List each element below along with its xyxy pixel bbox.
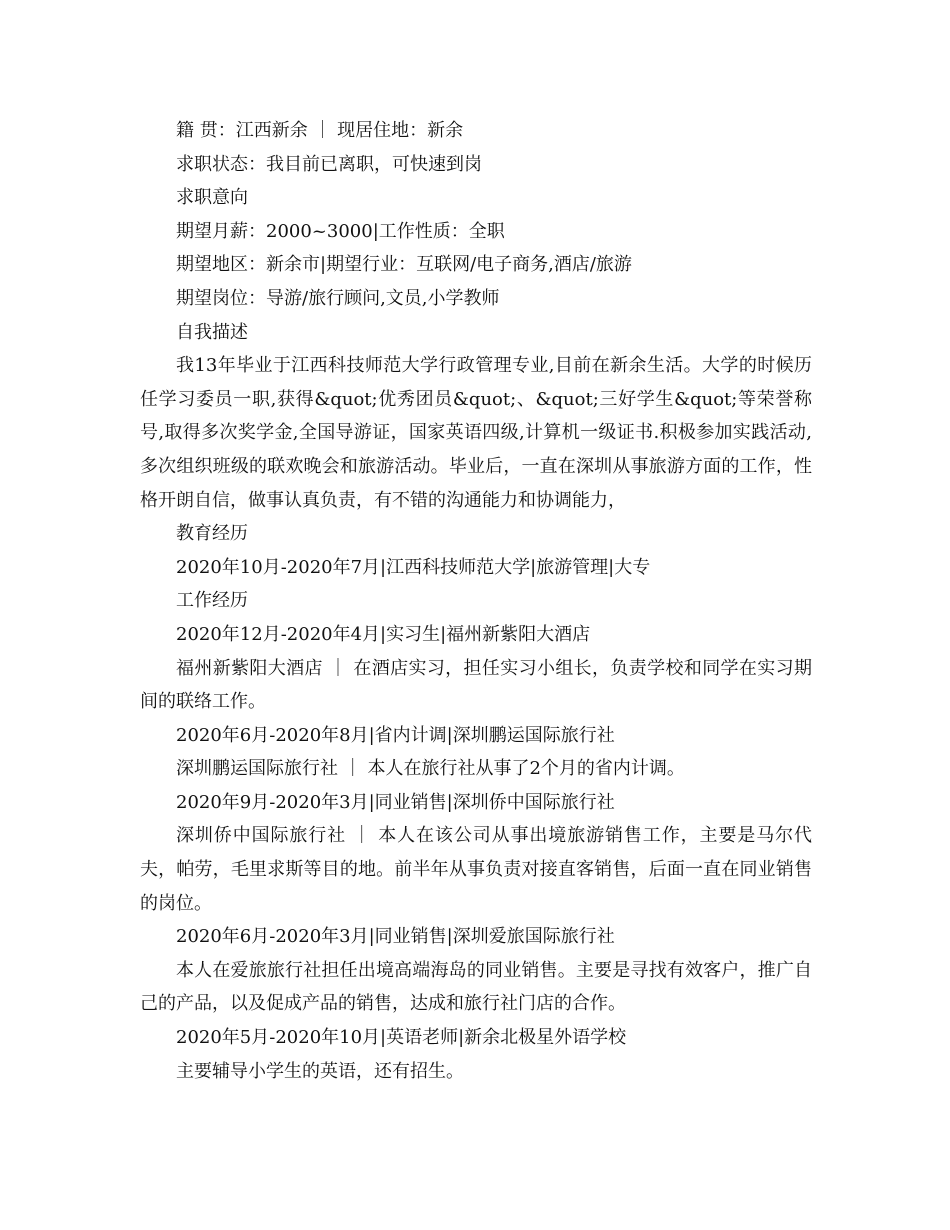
work-entry-4-header: 2020年6月-2020年3月|同业销售|深圳爱旅国际旅行社 bbox=[176, 926, 615, 948]
resume-content bbox=[140, 114, 812, 1088]
expected-region-line: 期望地区：新余市|期望行业：互联网/电子商务,酒店/旅游 bbox=[176, 254, 632, 276]
work-entry-1-description: 福州新紫阳大酒店 ｜ 在酒店实习，担任实习小组长，负责学校和同学在实习期间的联络工作。 bbox=[140, 657, 812, 713]
work-entry-2-description: 深圳鹏运国际旅行社 ｜ 本人在旅行社从事了2个月的省内计调。 bbox=[176, 758, 685, 780]
work-entry-3-description: 深圳侨中国际旅行社 ｜ 本人在该公司从事出境旅游销售工作，主要是马尔代夫，帕劳，毛里求斯等目的地。前半年从事负责对接直客销售，后面一直在同业销售的岗位。 bbox=[140, 825, 812, 914]
work-entry-4-description: 本人在爱旅旅行社担任出境高端海岛的同业销售。主要是寻找有效客户，推广自己的产品，以及促成产品的销售，达成和旅行社门店的合作。 bbox=[140, 959, 812, 1015]
self-description-heading: 自我描述 bbox=[176, 321, 248, 343]
work-entry-5-description: 主要辅导小学生的英语，还有招生。 bbox=[176, 1060, 464, 1082]
education-entry: 2020年10月-2020年7月|江西科技师范大学|旅游管理|大专 bbox=[176, 556, 651, 578]
self-description-paragraph: 我13年毕业于江西科技师范大学行政管理专业,目前在新余生活。大学的时候历任学习委员一职,获得&quot;优秀团员&quot;、&quot;三好学生&quot;等荣誉称号,取得多次奖学金,全国导游证，国家英语四级,计算机一级证书.积极参加实践活动,多次组织班级的联欢晚会和旅游活动。毕业后，一直在深圳从事旅游方面的工作，性格开朗自信，做事认真负责，有不错的沟通能力和协调能力， bbox=[140, 355, 812, 511]
expected-salary-line: 期望月薪：2000~3000|工作性质：全职 bbox=[176, 220, 505, 242]
job-status-line: 求职状态：我目前已离职，可快速到岗 bbox=[176, 153, 482, 175]
work-entry-1-header: 2020年12月-2020年4月|实习生|福州新紫阳大酒店 bbox=[176, 623, 591, 645]
work-entry-5-header: 2020年5月-2020年10月|英语老师|新余北极星外语学校 bbox=[176, 1027, 627, 1049]
origin-residence-line: 籍 贯：江西新余 ｜ 现居住地：新余 bbox=[176, 120, 464, 141]
education-heading: 教育经历 bbox=[176, 523, 248, 545]
work-entry-2-header: 2020年6月-2020年8月|省内计调|深圳鹏运国际旅行社 bbox=[176, 724, 615, 746]
job-intention-heading: 求职意向 bbox=[176, 187, 248, 209]
expected-position-line: 期望岗位：导游/旅行顾问,文员,小学教师 bbox=[176, 287, 500, 309]
work-experience-heading: 工作经历 bbox=[176, 590, 248, 612]
work-entry-3-header: 2020年9月-2020年3月|同业销售|深圳侨中国际旅行社 bbox=[176, 791, 615, 813]
